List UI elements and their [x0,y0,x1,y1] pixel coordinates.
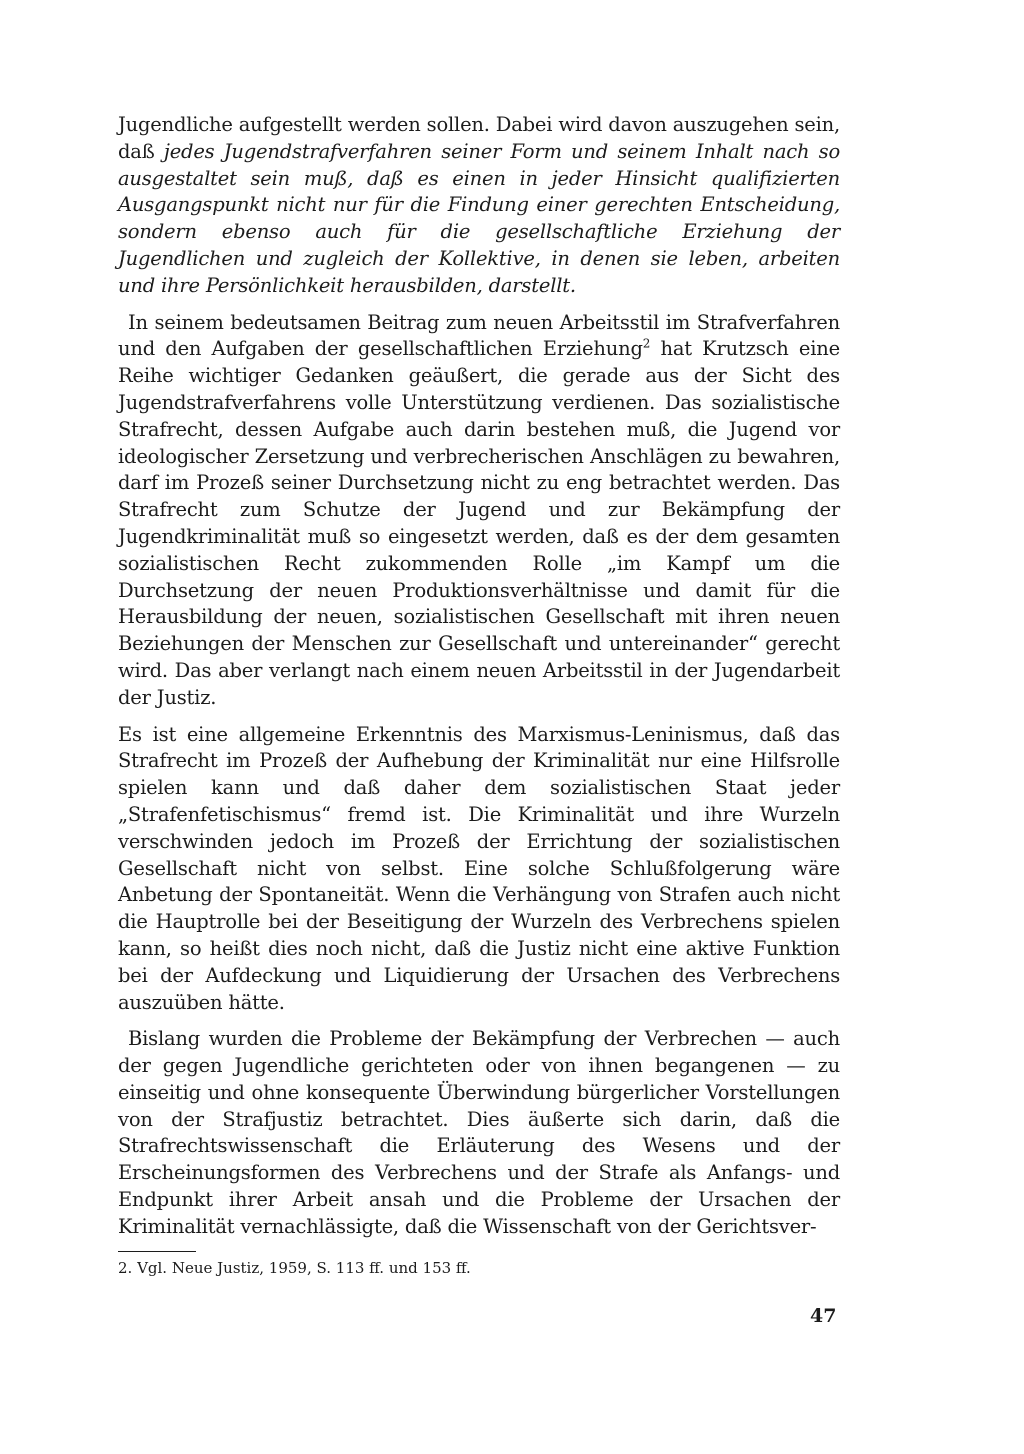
footnote-reference: 2 [642,336,651,351]
body-text [118,112,840,1241]
paragraph-4: Bislang wurden die Probleme der Bekämpfung der Verbrechen — auch der gegen Jugendliche gerichteten oder von ihnen begangenen — zu einseitig und ohne konsequente Überwindung bürgerlicher Vorstellungen von der Strafjustiz betrachtet. Dies äußerte sich darin, daß die Strafrechtswissenschaft die Erläuterung des Wesens und der Erscheinungsformen des Verbrechens und der Strafe als Anfangs- und Endpunkt ihrer Arbeit ansah und die Probleme der Ursachen der Kriminalität vernachlässigte, daß die Wissenschaft von der Gerichtsver- [118,1027,840,1238]
footnote: 2. Vgl. Neue Justiz, 1959, S. 113 ff. und 153 ff. [118,1258,471,1277]
page-number: 47 [810,1305,837,1327]
paragraph-1-lead: Jugendliche aufgestellt werden sollen. Dabei wird davon auszugehen sein, daß [118,113,840,163]
paragraph-1-emphasis: jedes Jugendstrafverfahren seiner Form und seinem Inhalt nach so ausgestaltet sein muß, daß es einen in jeder Hinsicht qualifizierten Ausgangspunkt nicht nur für die Findung einer gerechten Entscheidung, sondern ebenso auch für die gesellschaftliche Erziehung der Jugendlichen und zugleich der Kollektive, in denen sie leben, arbeiten und ihre Persönlichkeit herausbilden, darstellt. [118,139,840,297]
footnote-divider [118,1251,196,1252]
paragraph-1 [118,112,840,300]
document-page [118,112,840,1278]
paragraph-2-part-a: In seinem bedeutsamen Beitrag zum neuen Arbeitsstil im Strafverfahren und den Aufgaben der gesellschaftlichen Erziehung [118,310,840,361]
paragraph-2-part-b: hat Krutzsch eine Reihe wichtiger Gedanken geäußert, die gerade aus der Sicht des Jugendstrafverfahrens volle Unterstützung verdienen. Das sozialistische Strafrecht, dessen Aufgabe auch darin bestehen muß, die Jugend vor ideologischer Zersetzung und verbrecherischen Anschlägen zu bewahren, darf im Prozeß seiner Durchsetzung nicht zu eng betrachtet werden. Das Strafrecht zum Schutze der Jugend und zur Bekämpfung der Jugendkriminalität muß so eingesetzt werden, daß es der dem gesamten sozialistischen Recht zukommenden Rolle „im Kampf um die Durchsetzung der neuen Produktionsverhältnisse und damit für die Herausbildung der neuen, sozialistischen Gesellschaft mit ihren neuen Beziehungen der Menschen zur Gesellschaft und untereinander“ gerecht wird. Das aber verlangt nach einem neuen Arbeitsstil in der Jugendarbeit der Justiz. [118,337,840,709]
paragraph-2 [118,310,840,712]
paragraph-3: Es ist eine allgemeine Erkenntnis des Marxismus-Leninismus, daß das Strafrecht im Prozeß der Aufhebung der Kriminalität nur eine Hilfsrolle spielen kann und daß daher dem sozialistischen Staat jeder „Strafenfetischismus“ fremd ist. Die Kriminalität und ihre Wurzeln verschwinden jedoch im Prozeß der Errichtung der sozialistischen Gesellschaft nicht von selbst. Eine solche Schlußfolgerung wäre Anbetung der Spontaneität. Wenn die Verhängung von Strafen auch nicht die Hauptrolle bei der Beseitigung der Wurzeln des Verbrechens spielen kann, so heißt dies noch nicht, daß die Justiz nicht eine aktive Funktion bei der Aufdeckung und Liquidierung der Ursachen des Verbrechens auszuüben hätte. [118,722,840,1014]
